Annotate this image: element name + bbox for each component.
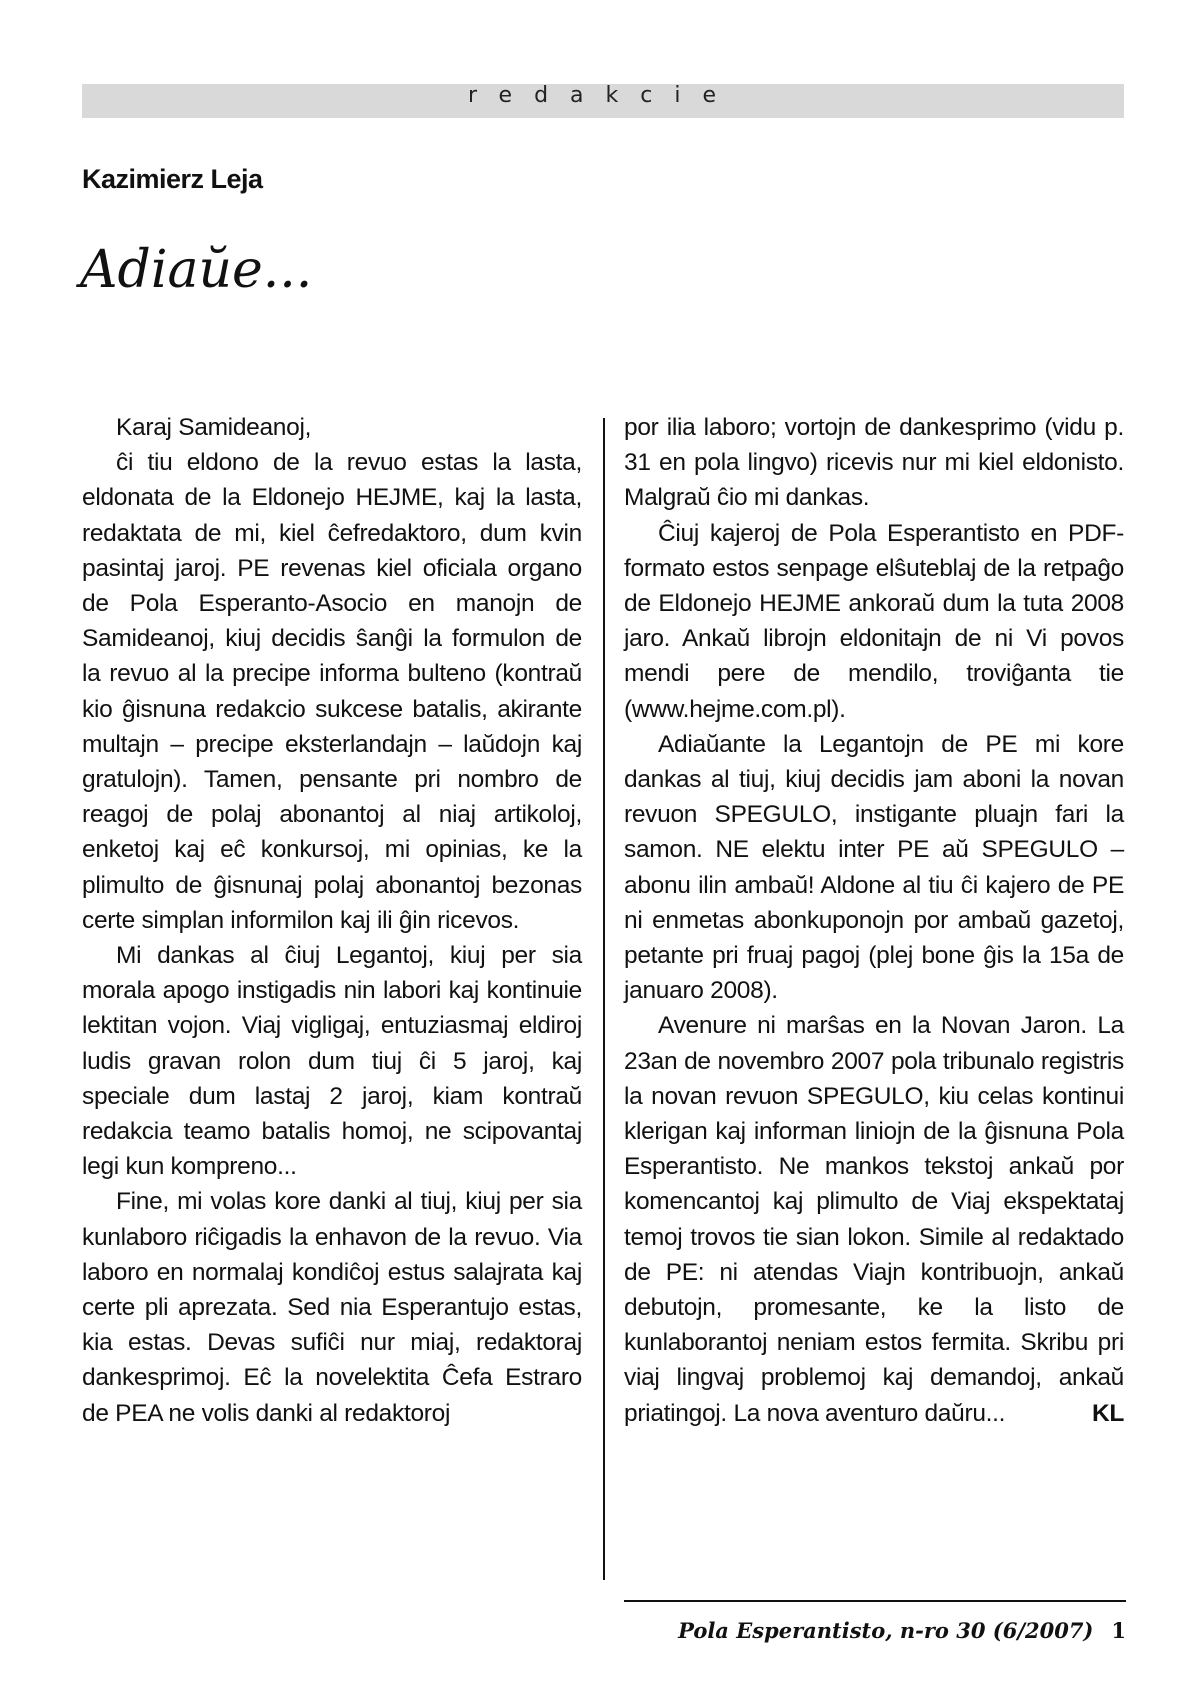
paragraph: por ilia laboro; vortojn de dankesprimo (vidu p. 31 en pola lingvo) ricevis nur mi kiel eldonisto. Malgraŭ ĉio mi dankas.: [624, 414, 1124, 512]
paragraph: Mi dankas al ĉiuj Legantoj, kiuj per sia morala apogo instigadis nin labori kaj kontinuie lektitan vojon. Viaj vigligaj, entuziasmaj eldiroj ludis gravan rolon dum tiuj ĉi 5 jaroj, kaj speciale dum lastaj 2 jaroj, kiam kontraŭ redakcia teamo batalis homoj, ne scipovantaj legi kun kompreno...: [82, 942, 582, 1181]
paragraph: Avenure ni marŝas en la Novan Jaron. La 23an de novembro 2007 pola tribunalo registris la novan revuon SPEGULO, kiu celas kontinui klerigan kaj informan liniojn de la ĝisnuna Pola Esperantisto. Ne mankos tekstoj ankaŭ por komencantoj kaj plimulto de Viaj ekspektataj temoj trovos tie sian lokon. Simile al redaktado de PE: ni atendas Viajn kontribuojn, ankaŭ debutojn, promesante, ke la listo de kunlaborantoj neniam estos fermita. Skribu pri viaj lingvaj problemoj kaj demandoj, ankaŭ priatingoj. La nova aventuro daŭru...: [624, 1012, 1124, 1427]
footer-rule: [624, 1600, 1126, 1602]
paragraph: ĉi tiu eldono de la revuo estas la lasta, eldonata de la Eldonejo HEJME, kaj la lasta, redaktata de mi, kiel ĉefredaktoro, dum kvin pasintaj jaroj. PE revenas kiel oficiala organo de Pola Esperanto-Asocio en manojn de Samideanoj, kiuj decidis ŝanĝi la formulon de la revuo al la precipe informa bulteno (kontraŭ kio ĝisnuna redakcio sukcese batalis, akirante multajn – precipe eksterlandajn – laŭdojn kaj gratulojn). Tamen, pensante pri nombro de reagoj de polaj abonantoj al niaj artikoloj, enketoj kaj eĉ konkursoj, mi opinias, ke la plimulto de ĝisnunaj polaj abonantoj bezonas certe simplan informilon kaj ili ĝin ricevos.: [82, 449, 582, 934]
paragraph: Adiaŭante la Legantojn de PE mi kore dankas al tiuj, kiuj decidis jam aboni la novan revuon SPEGULO, instigante pluajn fari la samon. NE elektu inter PE aŭ SPEGULO – abonu ilin ambaŭ! Aldone al tiu ĉi kajero de PE ni enmetas abonkuponojn por ambaŭ gazetoj, petante pri fruaj pagoj (plej bone ĝis la 15a de januaro 2008).: [624, 730, 1124, 1005]
column-divider: [603, 418, 605, 1580]
left-column: [82, 410, 582, 1431]
signature: KL: [1091, 1399, 1124, 1427]
paragraph: Fine, mi volas kore danki al tiuj, kiuj per sia kunlaboro riĉigadis la enhavon de la revuo. Via laboro en normalaj kondiĉoj estus salajrata kaj certe pli aprezata. Sed nia Esperantujo estas, kia estas. Devas sufiĉi nur miaj, redaktoraj dankesprimoj. Eĉ la novelektita Ĉefa Estraro de PEA ne volis danki al redaktoroj: [82, 1188, 582, 1427]
article-title: Adiaŭe...: [80, 240, 313, 300]
article-author: Kazimierz Leja: [82, 164, 263, 194]
right-column: [624, 410, 1124, 1431]
page-number: 1: [1111, 1618, 1126, 1643]
page-footer: [624, 1618, 1126, 1643]
section-label: redakcie: [467, 83, 739, 108]
paragraph: Karaj Samideanoj,: [116, 414, 312, 441]
paragraph: Ĉiuj kajeroj de Pola Esperantisto en PDF-formato estos senpage elŝuteblaj de la retpaĝo de Eldonejo HEJME ankoraŭ dum la tuta 2008 jaro. Ankaŭ librojn eldonitajn de ni Vi povos mendi pere de mendilo, troviĝanta tie (www.hejme.com.pl).: [624, 519, 1124, 723]
journal-issue: Pola Esperantisto, n-ro 30 (6/2007): [678, 1618, 1094, 1643]
